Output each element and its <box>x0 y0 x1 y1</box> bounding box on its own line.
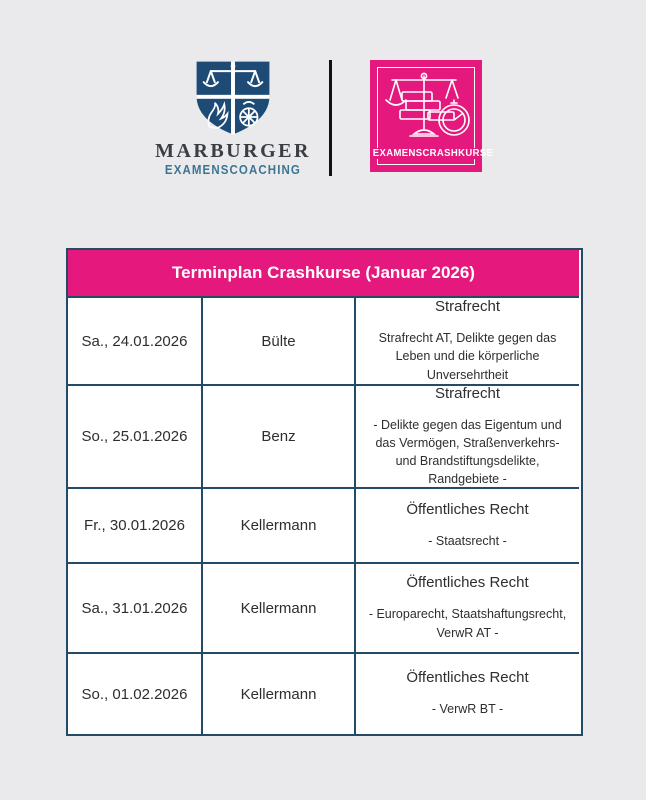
scales-books-stopwatch-icon <box>380 68 472 142</box>
subject-cell <box>356 564 579 654</box>
marburger-brand-logo <box>150 60 316 177</box>
lecturer-cell: Kellermann <box>203 489 356 564</box>
schedule-table <box>66 248 583 736</box>
date-cell: Sa., 24.01.2026 <box>68 298 203 386</box>
header-logos <box>0 0 646 230</box>
subject-topics: - VerwR BT - <box>431 702 504 717</box>
brand-name: MARBURGER <box>155 140 311 162</box>
shield-scales-lion-crest-icon <box>193 60 273 136</box>
subject-topics: - Delikte gegen das Eigentum und das Vermögen, Straßenverkehrs- und Brandstiftungsdelikte, Randgebiete - <box>373 417 562 487</box>
subject-topics: Strafrecht AT, Delikte gegen das Leben und die körperliche Unversehrtheit <box>378 331 557 382</box>
lecturer-cell: Kellermann <box>203 564 356 654</box>
date-cell: So., 01.02.2026 <box>68 654 203 734</box>
examenscrashkurse-badge-logo <box>370 60 494 172</box>
subject-topics: - Europarecht, Staatshaftungsrecht, VerwR AT - <box>368 607 567 640</box>
subject-cell <box>356 654 579 734</box>
date-cell: Sa., 31.01.2026 <box>68 564 203 654</box>
table-title: Terminplan Crashkurse (Januar 2026) <box>172 263 475 282</box>
subject-heading: Öffentliches Recht <box>406 669 529 687</box>
date-cell: Fr., 30.01.2026 <box>68 489 203 564</box>
subject-cell <box>356 386 579 489</box>
badge-label: EXAMENSCRASHKURSE <box>372 148 494 159</box>
subject-heading: Öffentliches Recht <box>406 500 529 518</box>
subject-heading: Strafrecht <box>434 384 501 402</box>
subject-cell <box>356 298 579 386</box>
brand-subtitle: EXAMENSCOACHING <box>164 163 302 177</box>
table-title-bar <box>68 250 579 298</box>
subject-heading: Öffentliches Recht <box>406 574 529 592</box>
lecturer-cell: Bülte <box>203 298 356 386</box>
date-cell: So., 25.01.2026 <box>68 386 203 489</box>
subject-heading: Strafrecht <box>434 298 501 316</box>
logo-divider <box>329 60 332 176</box>
lecturer-cell: Kellermann <box>203 654 356 734</box>
lecturer-cell: Benz <box>203 386 356 489</box>
subject-cell <box>356 489 579 564</box>
subject-topics: - Staatsrecht - <box>428 533 507 548</box>
